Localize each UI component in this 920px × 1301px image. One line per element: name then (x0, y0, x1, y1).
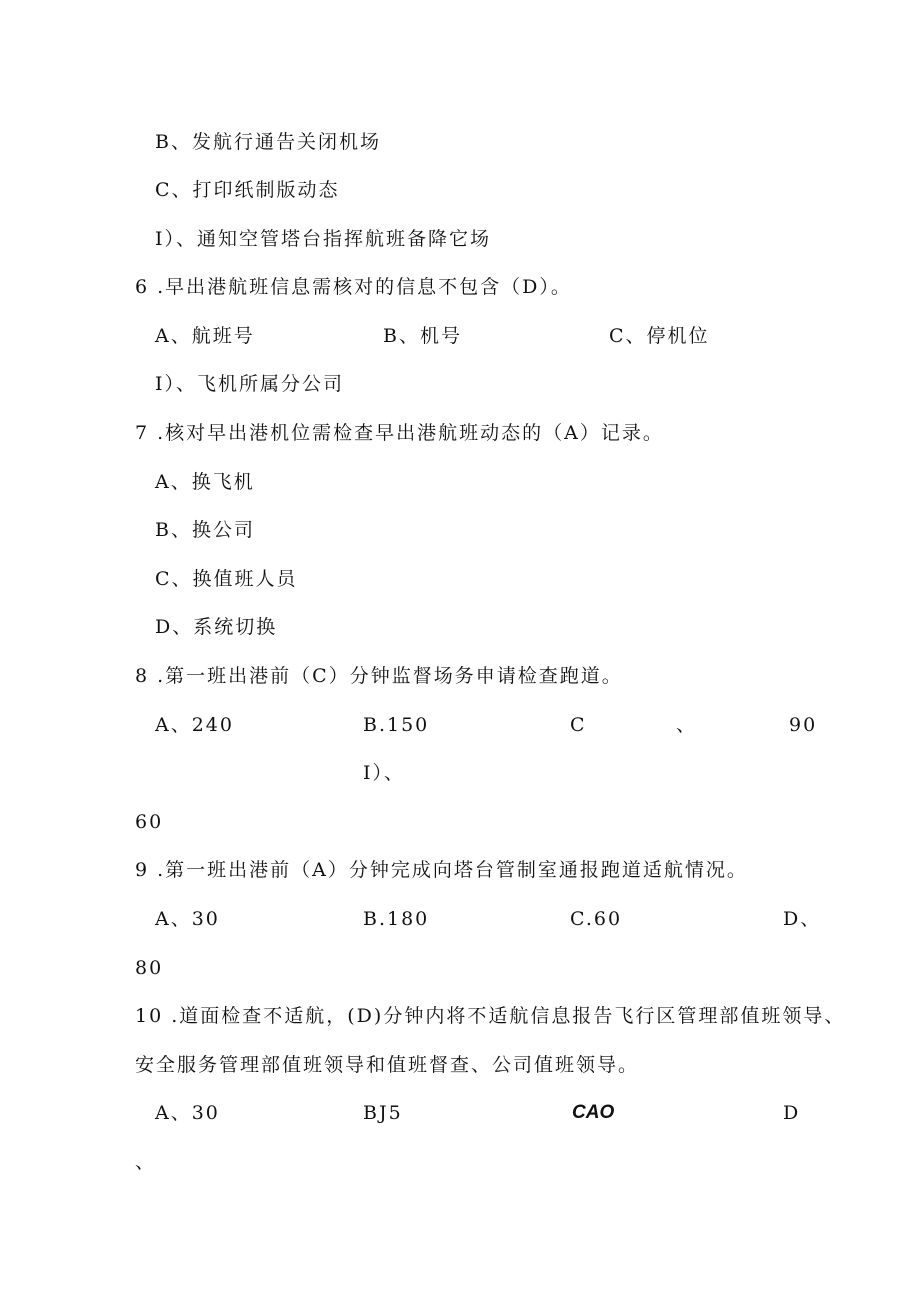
option-6a: A、航班号 (155, 325, 255, 347)
option-5d: I）、通知空管塔台指挥航班备降它场 (155, 228, 492, 250)
option-5b: B、发航行通告关闭机场 (155, 131, 381, 153)
option-8d-value: 60 (135, 811, 164, 833)
option-6d: I）、飞机所属分公司 (155, 373, 345, 395)
question-8: 8 .第一班出港前（C）分钟监督场务申请检查跑道。 (135, 665, 623, 687)
option-8c-letter: C (570, 714, 587, 736)
option-10d-letter: D (783, 1102, 801, 1124)
option-5c: C、打印纸制版动态 (155, 179, 340, 201)
option-8d-letter: I）、 (363, 762, 406, 784)
question-9: 9 .第一班出港前（A）分钟完成向塔台管制室通报跑道适航情况。 (135, 859, 748, 881)
option-9b: B.180 (363, 908, 430, 930)
option-9d-value: 80 (135, 957, 164, 979)
question-10-line-1: 10 .道面检查不适航，(D)分钟内将不适航信息报告飞行区管理部值班领导、 (135, 1005, 846, 1027)
option-10d-separator: 、 (135, 1151, 157, 1173)
option-7a: A、换飞机 (155, 471, 255, 493)
option-6b: B、机号 (383, 325, 462, 347)
option-6c: C、停机位 (609, 325, 710, 347)
option-8a: A、240 (155, 714, 234, 736)
option-10c: CAO (572, 1102, 615, 1123)
option-8b: B.150 (363, 714, 430, 736)
question-7: 7 .核对早出港机位需检查早出港航班动态的（A）记录。 (135, 422, 664, 444)
option-8c-separator: 、 (676, 714, 698, 736)
option-9c: C.60 (570, 908, 623, 930)
question-10-line-2: 安全服务管理部值班领导和值班督查、公司值班领导。 (135, 1054, 640, 1076)
option-8c-value: 90 (789, 714, 818, 736)
option-10b: BJ5 (363, 1102, 403, 1124)
option-7c: C、换值班人员 (155, 568, 298, 590)
option-9a: A、30 (155, 908, 220, 930)
option-7b: B、换公司 (155, 519, 255, 541)
option-10a: A、30 (155, 1102, 220, 1124)
question-6: 6 .早出港航班信息需核对的信息不包含（D）。 (135, 276, 572, 298)
option-9d-letter: D、 (783, 908, 822, 930)
option-7d: D、系统切换 (155, 616, 278, 638)
